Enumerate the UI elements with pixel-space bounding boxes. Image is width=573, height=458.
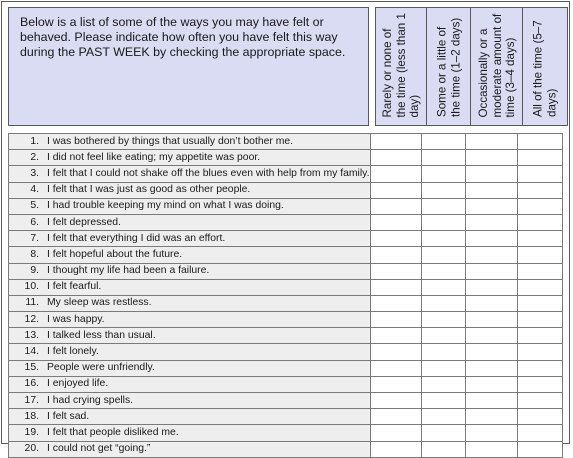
item-number: 19. xyxy=(24,426,39,438)
response-box-rarely[interactable] xyxy=(371,376,422,392)
response-box-rarely[interactable] xyxy=(371,214,422,230)
response-box-occasionally[interactable] xyxy=(466,134,518,150)
response-box-rarely[interactable] xyxy=(371,166,422,182)
response-box-occasionally[interactable] xyxy=(466,263,518,279)
table-row xyxy=(9,247,563,263)
table-row xyxy=(9,393,563,409)
response-box-rarely[interactable] xyxy=(371,393,422,409)
response-box-occasionally[interactable] xyxy=(466,328,518,344)
response-box-all[interactable] xyxy=(518,441,563,457)
response-box-occasionally[interactable] xyxy=(466,441,518,457)
table-row xyxy=(9,409,563,425)
item-number: 20. xyxy=(24,443,39,455)
column-header-all xyxy=(522,7,568,126)
column-header-some-label: Some or a little of the time (1–2 days) xyxy=(435,17,462,117)
table-row xyxy=(9,312,563,328)
items-table xyxy=(8,133,563,458)
response-box-occasionally[interactable] xyxy=(466,393,518,409)
response-box-all[interactable] xyxy=(518,376,563,392)
response-box-rarely[interactable] xyxy=(371,150,422,166)
response-box-all[interactable] xyxy=(518,247,563,263)
response-box-all[interactable] xyxy=(518,166,563,182)
item-number: 3. xyxy=(30,167,39,179)
response-box-rarely[interactable] xyxy=(371,360,422,376)
table-row xyxy=(9,295,563,311)
item-number: 1. xyxy=(30,135,39,147)
response-box-rarely[interactable] xyxy=(371,279,422,295)
response-box-occasionally[interactable] xyxy=(466,295,518,311)
table-row xyxy=(9,441,563,457)
response-box-occasionally[interactable] xyxy=(466,279,518,295)
response-box-occasionally[interactable] xyxy=(466,231,518,247)
item-number: 2. xyxy=(30,151,39,163)
response-box-some[interactable] xyxy=(422,393,466,409)
response-box-all[interactable] xyxy=(518,425,563,441)
response-box-some[interactable] xyxy=(422,295,466,311)
response-box-some[interactable] xyxy=(422,312,466,328)
table-row xyxy=(9,425,563,441)
response-box-rarely[interactable] xyxy=(371,425,422,441)
item-cell xyxy=(9,231,371,247)
item-cell xyxy=(9,360,371,376)
response-box-some[interactable] xyxy=(422,247,466,263)
item-cell xyxy=(9,376,371,392)
item-cell xyxy=(9,182,371,198)
item-number: 12. xyxy=(24,313,39,325)
item-number: 5. xyxy=(30,200,39,212)
item-text: I had trouble keeping my mind on what I was doing. xyxy=(47,200,284,212)
column-header-occasionally-label: Occasionally or a moderate amount of time (3–4 days) xyxy=(476,13,517,117)
column-header-occasionally xyxy=(470,7,523,126)
item-text: I enjoyed life. xyxy=(47,378,109,390)
item-number: 6. xyxy=(30,216,39,228)
response-box-occasionally[interactable] xyxy=(466,344,518,360)
item-text: I felt that everything I did was an effort. xyxy=(47,232,226,244)
response-box-all[interactable] xyxy=(518,360,563,376)
item-number: 18. xyxy=(24,410,39,422)
response-box-all[interactable] xyxy=(518,182,563,198)
response-box-some[interactable] xyxy=(422,376,466,392)
response-box-some[interactable] xyxy=(422,441,466,457)
item-cell xyxy=(9,425,371,441)
item-cell xyxy=(9,198,371,214)
response-box-some[interactable] xyxy=(422,166,466,182)
item-number: 9. xyxy=(30,265,39,277)
response-box-some[interactable] xyxy=(422,409,466,425)
response-box-occasionally[interactable] xyxy=(466,166,518,182)
response-box-all[interactable] xyxy=(518,279,563,295)
table-row xyxy=(9,279,563,295)
table-row xyxy=(9,376,563,392)
item-text: I thought my life had been a failure. xyxy=(47,265,210,277)
response-box-occasionally[interactable] xyxy=(466,376,518,392)
item-number: 13. xyxy=(24,329,39,341)
questionnaire-form xyxy=(1,1,570,455)
response-box-all[interactable] xyxy=(518,328,563,344)
response-box-some[interactable] xyxy=(422,279,466,295)
response-box-some[interactable] xyxy=(422,328,466,344)
response-box-rarely[interactable] xyxy=(371,328,422,344)
item-number: 16. xyxy=(24,378,39,390)
response-box-all[interactable] xyxy=(518,150,563,166)
item-number: 17. xyxy=(24,394,39,406)
response-box-all[interactable] xyxy=(518,198,563,214)
table-row xyxy=(9,344,563,360)
item-number: 10. xyxy=(24,281,39,293)
item-number: 4. xyxy=(30,184,39,196)
response-box-all[interactable] xyxy=(518,134,563,150)
response-box-some[interactable] xyxy=(422,134,466,150)
column-header-rarely-label: Rarely or none of the time (less than 1 day) xyxy=(380,12,421,117)
item-text: I was happy. xyxy=(47,313,105,325)
response-box-some[interactable] xyxy=(422,344,466,360)
item-cell xyxy=(9,295,371,311)
response-box-occasionally[interactable] xyxy=(466,409,518,425)
item-text: I felt that people disliked me. xyxy=(47,426,179,438)
response-box-all[interactable] xyxy=(518,409,563,425)
item-number: 7. xyxy=(30,232,39,244)
item-text: My sleep was restless. xyxy=(47,297,152,309)
item-cell xyxy=(9,312,371,328)
item-cell xyxy=(9,166,371,182)
item-cell xyxy=(9,328,371,344)
item-text: I felt fearful. xyxy=(47,281,102,293)
item-number: 14. xyxy=(24,346,39,358)
response-box-all[interactable] xyxy=(518,295,563,311)
item-text: I talked less than usual. xyxy=(47,329,156,341)
response-box-occasionally[interactable] xyxy=(466,182,518,198)
item-cell xyxy=(9,263,371,279)
response-box-some[interactable] xyxy=(422,263,466,279)
item-cell xyxy=(9,441,371,457)
item-text: I felt that I was just as good as other people. xyxy=(47,184,251,196)
table-row xyxy=(9,360,563,376)
response-box-some[interactable] xyxy=(422,360,466,376)
response-box-rarely[interactable] xyxy=(371,312,422,328)
column-header-all-label: All of the time (5–7 days) xyxy=(531,20,558,117)
table-row xyxy=(9,166,563,182)
item-cell xyxy=(9,134,371,150)
table-row xyxy=(9,328,563,344)
item-text: I felt hopeful about the future. xyxy=(47,248,183,260)
response-box-all[interactable] xyxy=(518,344,563,360)
response-box-occasionally[interactable] xyxy=(466,312,518,328)
response-box-all[interactable] xyxy=(518,393,563,409)
response-box-occasionally[interactable] xyxy=(466,360,518,376)
response-box-some[interactable] xyxy=(422,425,466,441)
response-box-occasionally[interactable] xyxy=(466,214,518,230)
response-box-rarely[interactable] xyxy=(371,409,422,425)
response-box-rarely[interactable] xyxy=(371,134,422,150)
response-box-occasionally[interactable] xyxy=(466,425,518,441)
response-box-rarely[interactable] xyxy=(371,441,422,457)
response-box-rarely[interactable] xyxy=(371,344,422,360)
response-box-occasionally[interactable] xyxy=(466,150,518,166)
item-cell xyxy=(9,409,371,425)
table-row xyxy=(9,214,563,230)
response-box-all[interactable] xyxy=(518,231,563,247)
item-text: I did not feel like eating; my appetite was poor. xyxy=(47,151,261,163)
response-box-all[interactable] xyxy=(518,214,563,230)
item-text: I was bothered by things that usually don’t bother me. xyxy=(47,135,294,147)
item-text: I felt that I could not shake off the blues even with help from my family. xyxy=(47,167,370,179)
response-box-some[interactable] xyxy=(422,198,466,214)
response-box-some[interactable] xyxy=(422,214,466,230)
item-text: I felt sad. xyxy=(47,410,90,422)
table-row xyxy=(9,198,563,214)
item-cell xyxy=(9,279,371,295)
item-number: 8. xyxy=(30,248,39,260)
response-box-some[interactable] xyxy=(422,182,466,198)
column-header-some xyxy=(426,7,471,126)
response-box-some[interactable] xyxy=(422,231,466,247)
response-box-rarely[interactable] xyxy=(371,182,422,198)
instructions-box: Below is a list of some of the ways you may have felt or behaved. Please indicate how often you have felt this way during the PAST WEEK by checking the appropriate space. xyxy=(8,7,369,126)
response-box-some[interactable] xyxy=(422,150,466,166)
response-box-occasionally[interactable] xyxy=(466,247,518,263)
response-box-all[interactable] xyxy=(518,312,563,328)
item-text: I had crying spells. xyxy=(47,394,134,406)
item-cell xyxy=(9,150,371,166)
item-number: 15. xyxy=(24,362,39,374)
table-row xyxy=(9,263,563,279)
response-box-rarely[interactable] xyxy=(371,263,422,279)
table-row xyxy=(9,182,563,198)
table-row xyxy=(9,150,563,166)
column-header-rarely xyxy=(375,7,427,126)
response-box-all[interactable] xyxy=(518,263,563,279)
item-number: 11. xyxy=(25,297,39,309)
response-box-occasionally[interactable] xyxy=(466,198,518,214)
item-text: I felt lonely. xyxy=(47,346,99,358)
item-cell xyxy=(9,214,371,230)
item-text: I felt depressed. xyxy=(47,216,121,228)
table-row xyxy=(9,134,563,150)
item-cell xyxy=(9,344,371,360)
response-box-rarely[interactable] xyxy=(371,247,422,263)
item-cell xyxy=(9,247,371,263)
item-text: I could not get “going.” xyxy=(47,443,151,455)
item-cell xyxy=(9,393,371,409)
table-row xyxy=(9,231,563,247)
response-box-rarely[interactable] xyxy=(371,198,422,214)
response-box-rarely[interactable] xyxy=(371,295,422,311)
response-box-rarely[interactable] xyxy=(371,231,422,247)
item-text: People were unfriendly. xyxy=(47,362,155,374)
